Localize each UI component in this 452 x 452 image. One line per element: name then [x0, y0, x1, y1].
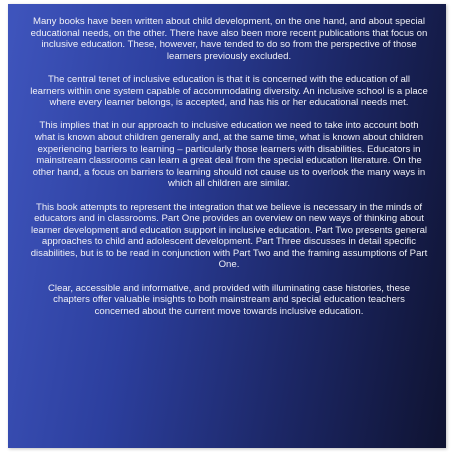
blurb-paragraph-4: This book attempts to represent the integration that we believe is necessary in the minds of educators and in classrooms. Part One provides an overview on new ways of thinking about learner development and education support in inclusive education. Part Two presents general approaches to child and adolescent development. Part Three discusses in detail specific disabilities, but is to be read in conjunction with Part Two and the framing assumptions of Part One.	[30, 201, 428, 271]
blurb-paragraph-3: This implies that in our approach to inclusive education we need to take into account both what is known about children generally and, at the same time, what is known about children experiencing barriers to learning – particularly those learners with disabilities. Educators in mainstream classrooms can learn a great deal from the special education literature. On the other hand, a focus on barriers to learning should not cause us to overlook the many ways in which all children are similar.	[32, 120, 426, 190]
blurb-text	[30, 16, 428, 329]
blurb-paragraph-5: Clear, accessible and informative, and provided with illuminating case histories, these chapters offer valuable insights to both mainstream and special education teachers concerned about the current move towards inclusive education.	[47, 282, 411, 317]
book-back-cover	[8, 4, 446, 448]
blurb-paragraph-2: The central tenet of inclusive education is that it is concerned with the education of all learners within one system capable of accommodating diversity. An inclusive school is a place where every learner belongs, is accepted, and has his or her educational needs met.	[30, 73, 428, 109]
blurb-paragraph-1: Many books have been written about child development, on the one hand, and about special educational needs, on the other. There have also been more recent publications that focus on inclusive education. These, however, have tended to do so from the perspective of those learners previously excluded.	[30, 16, 428, 62]
